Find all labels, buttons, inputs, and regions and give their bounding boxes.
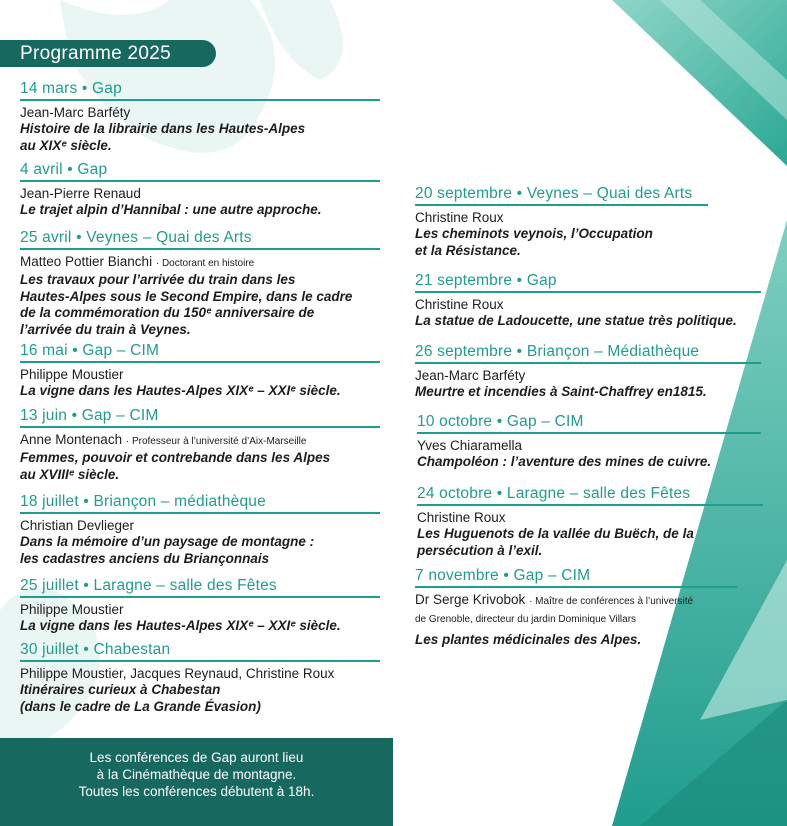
event-title: La vigne dans les Hautes-Alpes XIXᵉ – XXIᵉ siècle.	[20, 383, 341, 398]
event-item	[415, 184, 708, 259]
event-date-location: 18 juillet • Briançon – médiathèque	[20, 492, 380, 514]
event-date-location: 7 novembre • Gap – CIM	[415, 566, 737, 588]
footer-line: Les conférences de Gap auront lieu	[89, 750, 304, 765]
event-item	[20, 640, 380, 715]
event-title: Les Huguenots de la vallée du Buëch, de la persécution à l’exil.	[417, 526, 694, 558]
event-date-location: 26 septembre • Briançon – Médiathèque	[415, 342, 761, 364]
event-speaker: Yves Chiaramella	[417, 438, 523, 453]
event-date-location: 13 juin • Gap – CIM	[20, 406, 380, 428]
event-item	[415, 566, 737, 649]
event-item	[417, 484, 763, 559]
event-item	[20, 79, 380, 154]
event-speaker: Philippe Moustier, Jacques Reynaud, Christine Roux	[20, 666, 335, 681]
event-item	[417, 412, 761, 471]
event-speaker: Philippe Moustier	[20, 367, 124, 382]
event-date-location: 21 septembre • Gap	[415, 271, 761, 293]
event-item	[20, 406, 380, 483]
event-speaker: Christine Roux	[417, 510, 506, 525]
event-title: Femmes, pouvoir et contrebande dans les Alpes au XVIIIᵉ siècle.	[20, 450, 331, 482]
event-date-location: 25 juillet • Laragne – salle des Fêtes	[20, 576, 380, 598]
event-speaker: Anne Montenach · Professeur à l’université d’Aix-Marseille	[20, 432, 307, 447]
programme-title: Programme 2025	[0, 40, 216, 67]
event-speaker: Jean-Marc Barféty	[20, 105, 131, 120]
event-date-location: 30 juillet • Chabestan	[20, 640, 380, 662]
event-item	[20, 492, 380, 567]
event-speaker: Philippe Moustier	[20, 602, 124, 617]
footer-line: Toutes les conférences débutent à 18h.	[78, 784, 315, 799]
event-speaker: Christian Devlieger	[20, 518, 135, 533]
event-item	[20, 228, 380, 338]
event-speaker-note: de Grenoble, directeur du jardin Dominique Villars	[415, 614, 637, 625]
event-date-location: 14 mars • Gap	[20, 79, 380, 101]
event-speaker: Jean-Pierre Renaud	[20, 186, 141, 201]
event-date-location: 10 octobre • Gap – CIM	[417, 412, 761, 434]
event-title: Champoléon : l’aventure des mines de cuivre.	[417, 454, 712, 469]
event-date-location: 24 octobre • Laragne – salle des Fêtes	[417, 484, 763, 506]
event-date-location: 4 avril • Gap	[20, 160, 380, 182]
event-item	[415, 342, 761, 401]
event-speaker: Jean-Marc Barféty	[415, 368, 526, 383]
event-title: Dans la mémoire d’un paysage de montagne : les cadastres anciens du Briançonnais	[20, 534, 315, 566]
event-item	[415, 271, 761, 330]
event-date-location: 16 mai • Gap – CIM	[20, 341, 380, 363]
event-title: Les cheminots veynois, l’Occupation et la Résistance.	[415, 226, 653, 258]
event-speaker: Matteo Pottier Bianchi · Doctorant en histoire	[20, 254, 255, 269]
event-speaker: Dr Serge Krivobok · Maître de conférences à l’université	[415, 592, 694, 607]
event-title: Les plantes médicinales des Alpes.	[415, 632, 642, 647]
event-speaker: Christine Roux	[415, 210, 504, 225]
event-item	[20, 341, 380, 400]
event-date-location: 25 avril • Veynes – Quai des Arts	[20, 228, 380, 250]
event-title: Meurtre et incendies à Saint-Chaffrey en1815.	[415, 384, 707, 399]
event-title: La statue de Ladoucette, une statue très politique.	[415, 313, 737, 328]
event-title: Itinéraires curieux à Chabestan (dans le cadre de La Grande Évasion)	[20, 682, 261, 714]
footer-line: à la Cinémathèque de montagne.	[96, 767, 297, 782]
event-item	[20, 160, 380, 219]
event-title: La vigne dans les Hautes-Alpes XIXᵉ – XXIᵉ siècle.	[20, 618, 341, 633]
event-title: Les travaux pour l’arrivée du train dans les Hautes-Alpes sous le Second Empire, dans le cadre de la commémoration du 150ᵉ anniversaire de l’arrivée du train à Veynes.	[20, 272, 353, 337]
event-date-location: 20 septembre • Veynes – Quai des Arts	[415, 184, 708, 206]
event-speaker: Christine Roux	[415, 297, 504, 312]
event-title: Histoire de la librairie dans les Hautes-Alpes au XIXᵉ siècle.	[20, 121, 306, 153]
event-item	[20, 576, 380, 635]
event-title: Le trajet alpin d’Hannibal : une autre approche.	[20, 202, 322, 217]
footer-info-box	[0, 738, 393, 826]
